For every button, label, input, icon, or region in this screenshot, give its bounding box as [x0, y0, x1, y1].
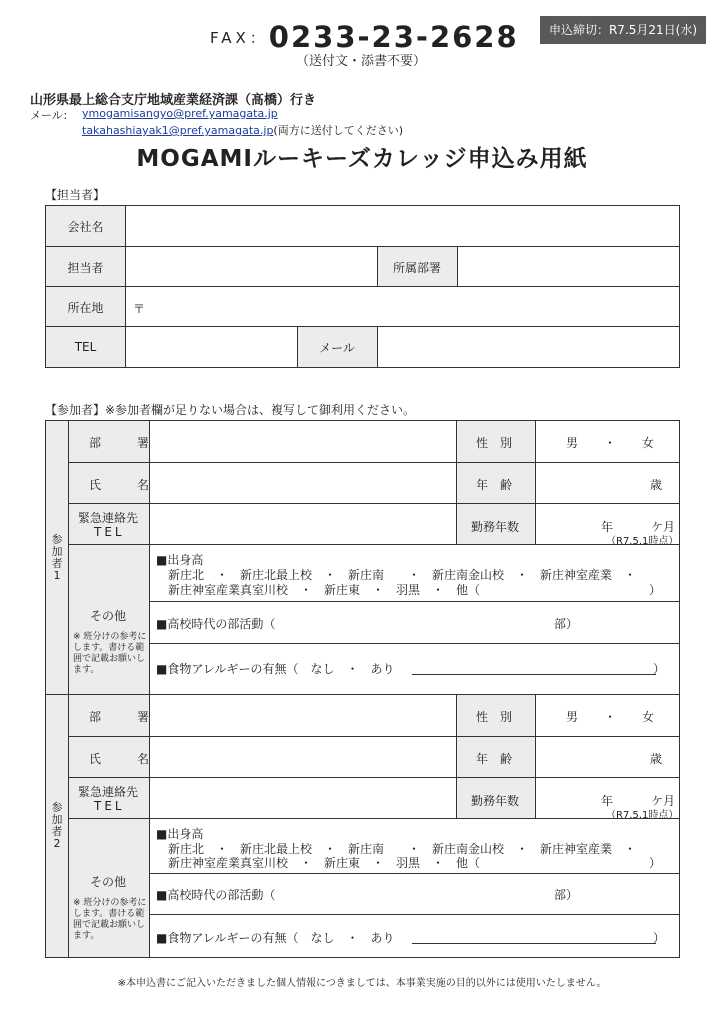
age-label: 年 齢	[476, 752, 513, 766]
age-unit: 歳	[650, 752, 663, 766]
email-label: メール	[297, 327, 377, 367]
club-close: 部）	[554, 888, 579, 902]
email-link-1[interactable]: ymogamisangyo@pref.yamagata.jp	[82, 107, 278, 120]
tel-input[interactable]	[125, 327, 297, 367]
person-label: 担当者	[46, 247, 125, 287]
gender-label: 性 別	[476, 710, 513, 724]
school-options-line2[interactable]: 新庄神室産業真室川校 ・ 新庄東 ・ 羽黒 ・ 他（	[168, 856, 481, 870]
other-label: その他	[90, 875, 127, 889]
years-month-unit: ケ月	[651, 794, 676, 808]
dept-input[interactable]	[150, 421, 456, 462]
other-label: その他	[90, 609, 127, 623]
dept-label: 部 署	[89, 436, 162, 450]
page-title: MOGAMIルーキーズカレッジ申込み用紙	[136, 146, 588, 172]
gender-label: 性 別	[476, 436, 513, 450]
years-year-unit: 年	[601, 794, 614, 808]
other-note: ※ 班分けの参考にします。書ける範囲で記載お願いします。	[73, 898, 147, 941]
address-input[interactable]	[125, 287, 679, 327]
gender-female-option[interactable]: 女	[642, 710, 655, 724]
mail-note: (両方に送付してください)	[273, 124, 404, 137]
gender-female-option[interactable]: 女	[642, 436, 655, 450]
email-link-2[interactable]: takahashiayak1@pref.yamagata.jp	[82, 124, 274, 137]
years-year-unit: 年	[601, 520, 614, 534]
school-options-line1[interactable]: 新庄北 ・ 新庄北最上校 ・ 新庄南 ・ 新庄南金山校 ・ 新庄神室産業 ・	[168, 842, 637, 856]
email-input[interactable]	[377, 327, 679, 367]
years-month-unit: ケ月	[651, 520, 676, 534]
department-label: 所属部署	[377, 247, 457, 287]
allergy-label[interactable]: ■食物アレルギーの有無（ なし ・ あり	[156, 662, 395, 676]
email-line-2	[82, 122, 403, 138]
school-header: ■出身高	[156, 553, 204, 567]
fax-label: FAX：	[210, 29, 269, 47]
name-input[interactable]	[150, 737, 456, 777]
postal-mark: 〒	[133, 302, 146, 316]
allergy-label[interactable]: ■食物アレルギーの有無（ なし ・ あり	[156, 931, 395, 945]
dept-label: 部 署	[89, 710, 162, 724]
other-note: ※ 班分けの参考にします。書ける範囲で記載お願いします。	[73, 632, 147, 675]
company-label: 会社名	[46, 206, 125, 247]
school-options-line2[interactable]: 新庄神室産業真室川校 ・ 新庄東 ・ 羽黒 ・ 他（	[168, 583, 481, 597]
allergy-close: ）	[653, 662, 666, 676]
address-label: 所在地	[46, 287, 125, 327]
contact-section-label: 【担当者】	[45, 188, 106, 202]
deadline-badge: 申込締切：R7.5月21日(水)	[540, 16, 706, 44]
years-label: 勤務年数	[471, 520, 520, 534]
company-input[interactable]	[125, 206, 679, 247]
age-unit: 歳	[650, 478, 663, 492]
emergency-tel-label: TEL	[94, 799, 125, 813]
participant-side-label: 参 加 者 1	[46, 421, 68, 694]
gender-separator: ・	[604, 710, 617, 724]
years-label: 勤務年数	[471, 794, 520, 808]
name-label: 氏 名	[89, 478, 162, 492]
fax-note: （送付文・添書不要）	[296, 54, 427, 69]
fax-header	[210, 20, 519, 54]
privacy-footer: ※本申込書にご記入いただきました個人情報につきましては、本事業実施の目的以外には使用いたしません。	[117, 978, 607, 989]
club-label: ■高校時代の部活動（	[156, 888, 276, 902]
tel-label: TEL	[46, 327, 125, 367]
allergy-close: ）	[653, 931, 666, 945]
years-note: （R7.5.1時点）	[606, 810, 679, 821]
school-close: ）	[649, 856, 662, 870]
school-close: ）	[649, 583, 662, 597]
club-label: ■高校時代の部活動（	[156, 617, 276, 631]
participant-section-label: 【参加者】※参加者欄が足りない場合は、複写して御利用ください。	[45, 403, 416, 417]
club-close: 部）	[554, 617, 579, 631]
destination: 山形県最上総合支庁地域産業経済課（髙橋）行き	[30, 93, 317, 108]
emergency-tel-label: TEL	[94, 525, 125, 539]
emergency-tel-input[interactable]	[150, 504, 456, 544]
gender-male-option[interactable]: 男	[566, 436, 579, 450]
participant-block-1	[45, 420, 680, 695]
dept-input[interactable]	[150, 695, 456, 736]
participant-side-label: 参 加 者 2	[46, 695, 68, 957]
years-note: （R7.5.1時点）	[606, 536, 679, 547]
gender-male-option[interactable]: 男	[566, 710, 579, 724]
contact-table	[45, 205, 680, 368]
school-header: ■出身高	[156, 827, 204, 841]
mail-label: メール：	[30, 109, 74, 122]
emergency-label: 緊急連絡先	[78, 785, 139, 799]
emergency-tel-input[interactable]	[150, 778, 456, 818]
fax-number: 0233-23-2628	[268, 20, 519, 54]
name-input[interactable]	[150, 463, 456, 503]
participant-block-2	[45, 694, 680, 958]
age-label: 年 齢	[476, 478, 513, 492]
name-label: 氏 名	[89, 752, 162, 766]
emergency-label: 緊急連絡先	[78, 511, 139, 525]
school-options-line1[interactable]: 新庄北 ・ 新庄北最上校 ・ 新庄南 ・ 新庄南金山校 ・ 新庄神室産業 ・	[168, 568, 637, 582]
department-input[interactable]	[457, 247, 679, 287]
gender-separator: ・	[604, 436, 617, 450]
person-input[interactable]	[125, 247, 377, 287]
